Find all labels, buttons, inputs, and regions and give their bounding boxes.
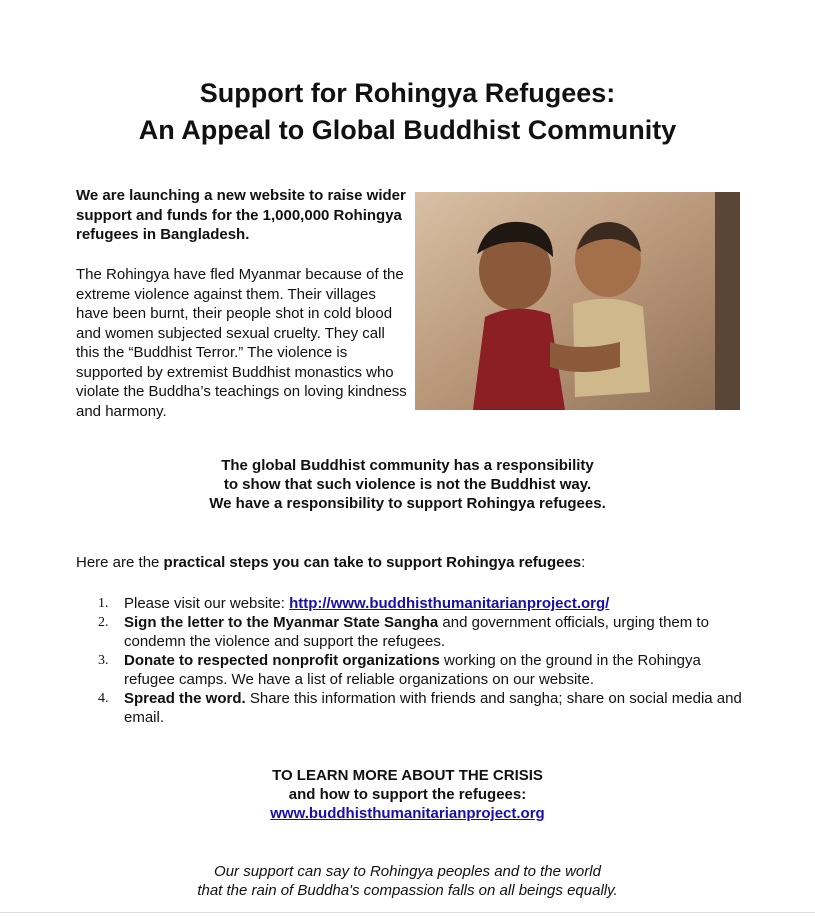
steps-intro-prefix: Here are the	[76, 554, 164, 571]
step-text: working on the ground in the Rohingya refugee camps. We have a list of reliable organizations on our website.	[124, 652, 701, 688]
learn-more-block	[0, 766, 815, 823]
list-item	[98, 594, 748, 613]
list-item	[98, 613, 748, 651]
responsibility-line-3: We have a responsibility to support Rohingya refugees.	[209, 495, 606, 512]
intro-paragraph: We are launching a new website to raise wider support and funds for the 1,000,000 Rohingya refugees in Bangladesh.	[76, 187, 406, 243]
steps-intro	[76, 553, 585, 572]
step-lead: Spread the word.	[124, 690, 246, 707]
step-lead: Donate to respected nonprofit organizations	[124, 652, 440, 669]
closing-line-2: that the rain of Buddha's compassion falls on all beings equally.	[197, 882, 618, 899]
step-text: Please visit our website:	[124, 595, 290, 612]
learn-more-link[interactable]: www.buddhisthumanitarianproject.org	[270, 805, 545, 822]
step-number: 2.	[98, 615, 109, 630]
steps-list	[98, 594, 748, 727]
list-item	[98, 689, 748, 727]
step-lead: Sign the letter to the Myanmar State Sangha	[124, 614, 439, 631]
bottom-divider	[0, 912, 815, 913]
learn-more-subheading: and how to support the refugees:	[288, 786, 527, 803]
step-number: 1.	[98, 596, 109, 611]
page-title-line-2: An Appeal to Global Buddhist Community	[138, 115, 677, 145]
step-text: Share this information with friends and sangha; share on social media and email.	[124, 690, 742, 726]
steps-intro-suffix: :	[581, 554, 586, 571]
closing-quote	[0, 862, 815, 900]
steps-intro-bold: practical steps you can take to support Rohingya refugees	[163, 554, 582, 571]
learn-more-heading: TO LEARN MORE ABOUT THE CRISIS	[272, 767, 543, 784]
body-paragraph: The Rohingya have fled Myanmar because of the extreme violence against them. Their villages have been burnt, their people shot in cold blood and women subjected sexual cruelty. They call this the “Buddhist Terror.” The violence is supported by extremist Buddhist monastics who violate the Buddha’s teachings on loving kindness and harmony.	[76, 266, 407, 420]
step-number: 3.	[98, 653, 109, 668]
responsibility-line-2: to show that such violence is not the Buddhist way.	[223, 476, 592, 493]
website-link[interactable]: http://www.buddhisthumanitarianproject.org/	[289, 595, 610, 612]
closing-line-1: Our support can say to Rohingya peoples and to the world	[214, 863, 601, 880]
step-number: 4.	[98, 691, 109, 706]
list-item	[98, 651, 748, 689]
step-text: and government officials, urging them to condemn the violence and support the refugees.	[124, 614, 709, 650]
refugee-children-photo	[415, 192, 740, 410]
responsibility-line-1: The global Buddhist community has a responsibility	[221, 457, 594, 474]
page-title-line-1: Support for Rohingya Refugees:	[199, 78, 616, 108]
